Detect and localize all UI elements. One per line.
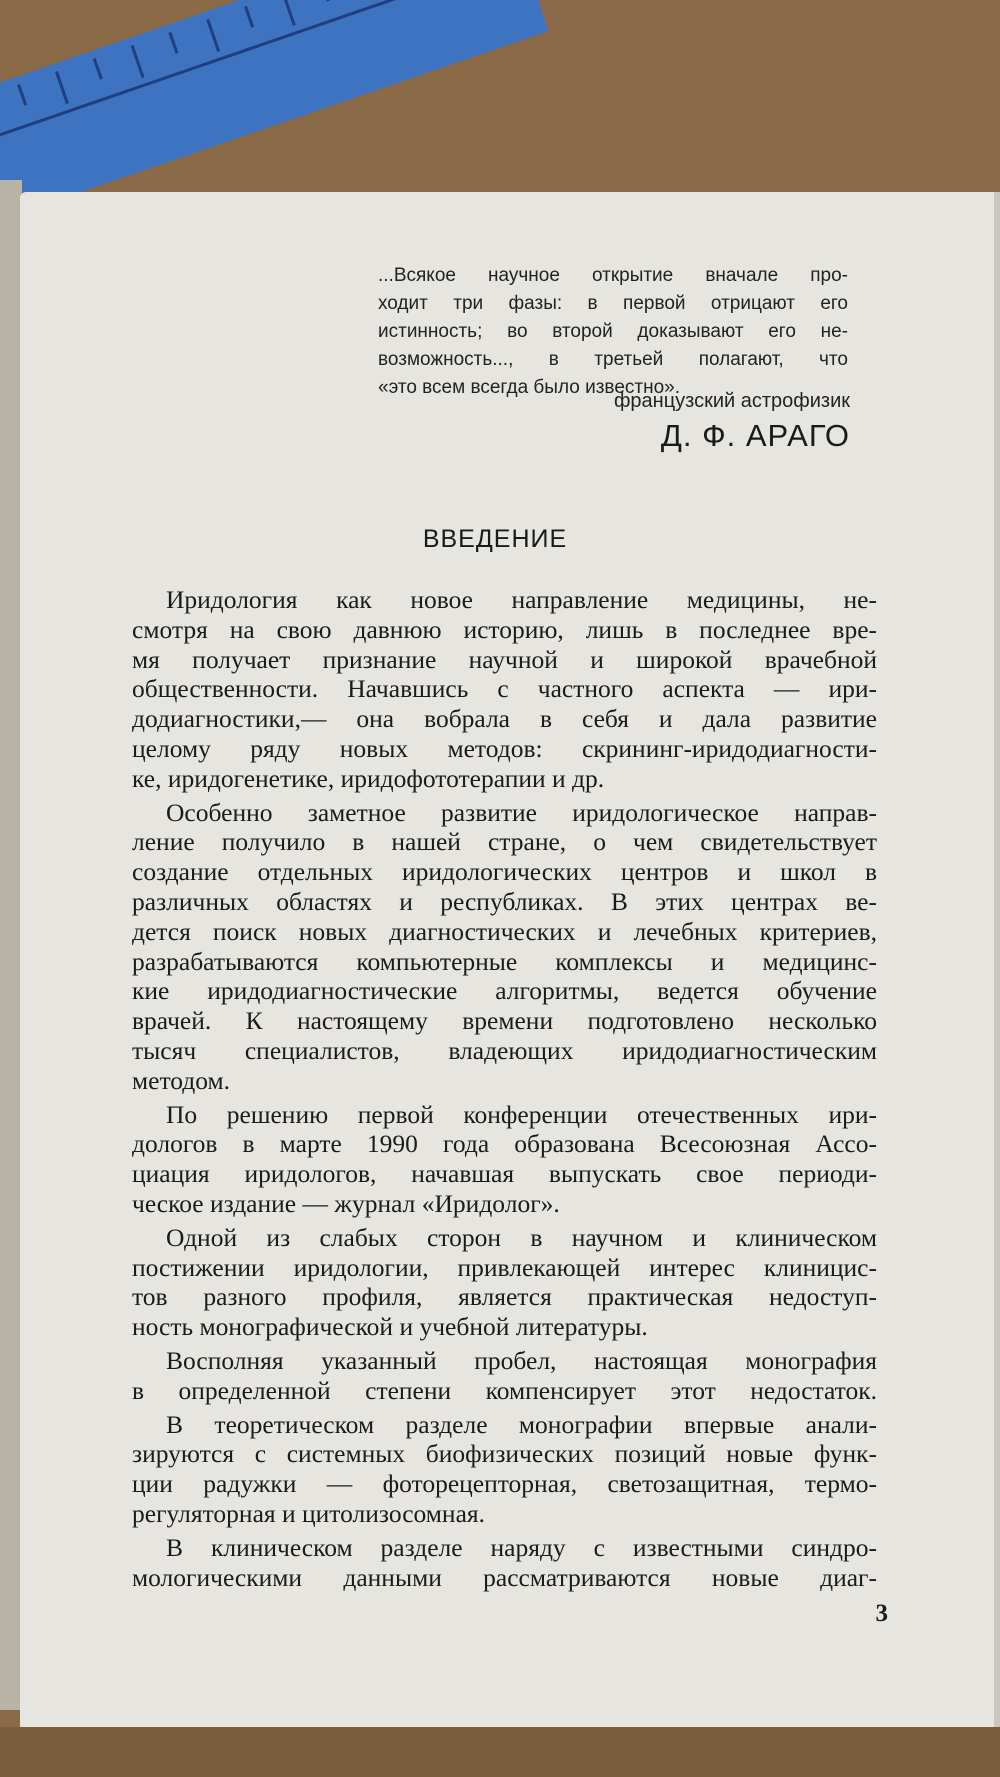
text-line: дется поиск новых диагностических и лечебных критериев, [132, 916, 877, 946]
text-line: общественности. Начавшись с частного аспекта — ири- [132, 674, 877, 704]
epigraph-line: ходит три фазы: в первой отрицают его [378, 293, 848, 314]
text-line: целому ряду новых методов: скрининг-иридодиагности- [132, 733, 877, 763]
text-line: додиагностики,— она вобрала в себя и дала развитие [132, 704, 877, 734]
page-stack-edge [0, 180, 22, 1710]
ruler-ticks [0, 0, 513, 145]
paragraph [132, 1533, 877, 1593]
epigraph-author-name: Д. Ф. АРАГО [660, 418, 850, 453]
text-line: Одной из слабых сторон в научном и клиническом [166, 1222, 877, 1252]
paragraph [132, 1100, 877, 1219]
text-line: создание отдельных иридологических центров и школ в [132, 857, 877, 887]
paragraph [132, 1223, 877, 1342]
text-line: Восполняя указанный пробел, настоящая монография [166, 1345, 877, 1375]
text-line: постижении иридологии, привлекающей интерес клиницис- [132, 1252, 877, 1282]
text-line: тов разного профиля, является практическая недоступ- [132, 1282, 877, 1312]
text-line: тысяч специалистов, владеющих иридодиагностическим [132, 1035, 877, 1065]
epigraph-line: истинность; во второй доказывают его не- [378, 321, 848, 342]
text-line: ческое издание — журнал «Иридолог». [132, 1188, 560, 1218]
text-line: В клиническом разделе наряду с известными синдро- [166, 1532, 877, 1562]
text-line: мологическими данными рассматриваются новые диаг- [132, 1562, 877, 1592]
text-line: врачей. К настоящему времени подготовлено несколько [132, 1006, 877, 1036]
epigraph-line: возможность..., в третьей полагают, что [378, 349, 848, 370]
text-line: Иридология как новое направление медицины, не- [166, 585, 877, 614]
text-line: разрабатываются компьютерные комплексы и медицинс- [132, 946, 877, 976]
text-line: дологов в марте 1990 года образована Всесоюзная Ассо- [132, 1129, 877, 1159]
text-line: По решению первой конференции отечественных ири- [166, 1099, 877, 1129]
text-line: мя получает признание научной и широкой врачебной [132, 644, 877, 674]
text-line: ке, иридогенетике, иридофототерапии и др. [132, 763, 605, 793]
epigraph-line: «это всем всегда было известно». [378, 377, 680, 398]
text-line: методом. [132, 1065, 231, 1095]
text-line: регуляторная и цитолизосомная. [132, 1498, 485, 1528]
body-text [132, 585, 877, 1596]
text-line: зируются с системных биофизических позиций новые функ- [132, 1439, 877, 1469]
text-line: ность монографической и учебной литературы. [132, 1312, 648, 1342]
text-line: циация иридологов, начавшая выпускать свое периоди- [132, 1159, 877, 1189]
text-line: Особенно заметное развитие иридологическое направ- [166, 797, 877, 827]
text-line: смотря на свою давнюю историю, лишь в последнее вре- [132, 614, 877, 644]
chapter-heading [0, 525, 1000, 554]
text-line: В теоретическом разделе монографии впервые анали- [166, 1409, 877, 1439]
chapter-heading-text: ВВЕДЕНИЕ [422, 525, 568, 553]
epigraph-line: ...Всякое научное открытие вначале про- [378, 265, 848, 286]
paragraph [132, 585, 877, 794]
paragraph [132, 1346, 877, 1406]
text-line: в определенной степени компенсирует этот недостаток. [132, 1375, 877, 1405]
text-line: ление получило в нашей стране, о чем свидетельствует [132, 827, 877, 857]
text-line: кие иридодиагностические алгоритмы, ведется обучение [132, 976, 877, 1006]
page-number: 3 [875, 1600, 888, 1627]
paragraph [132, 798, 877, 1096]
table-surface [0, 1727, 1000, 1777]
epigraph [378, 262, 848, 402]
text-line: различных областях и республиках. В этих центрах ве- [132, 886, 877, 916]
paragraph [132, 1410, 877, 1529]
text-line: ции радужки — фоторецепторная, светозащитная, термо- [132, 1469, 877, 1499]
epigraph-author-role: французский астрофизик [613, 390, 850, 412]
